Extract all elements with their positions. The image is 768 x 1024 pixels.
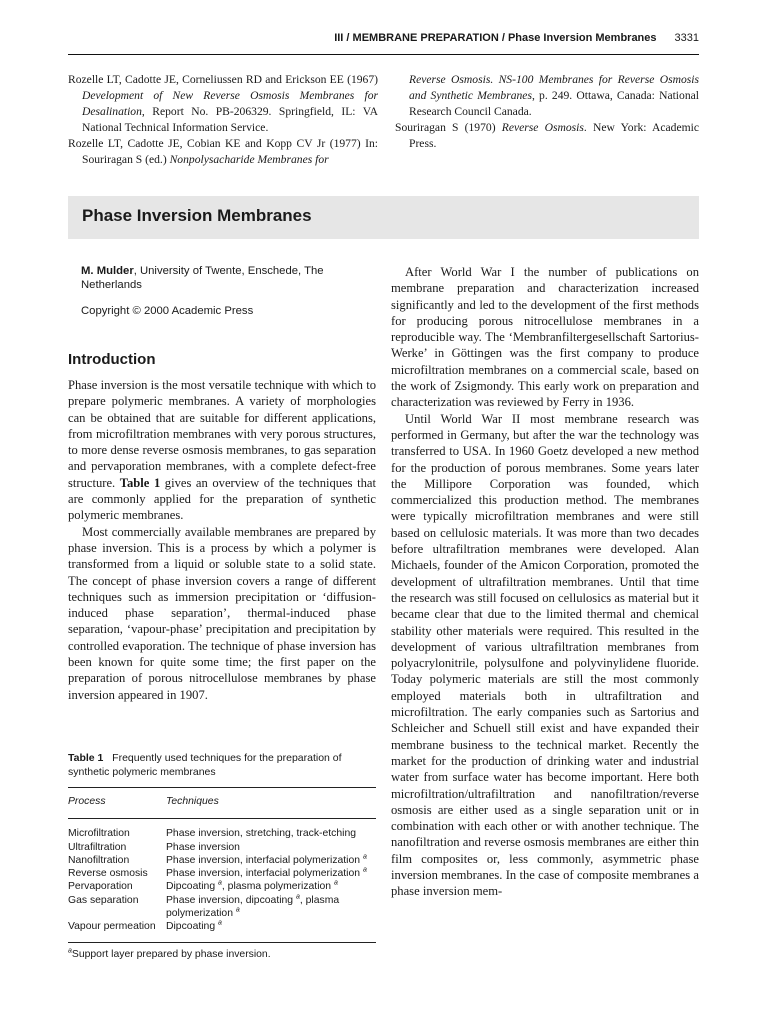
table-label: Table 1 xyxy=(68,752,104,764)
page-number: 3331 xyxy=(674,32,699,44)
table-row: Microfiltration Phase inversion, stretching, track-etching xyxy=(68,828,357,840)
references-left xyxy=(68,72,378,168)
table-header-process: Process xyxy=(68,796,106,807)
footnote-marker: a xyxy=(362,866,367,874)
running-head-section: III / MEMBRANE PREPARATION / Phase Inversion Membranes xyxy=(334,32,657,44)
section-heading-introduction: Introduction xyxy=(68,351,156,368)
author-affiliation: , University of Twente, Enschede, The Netherlands xyxy=(81,265,324,291)
copyright-line: Copyright © 2000 Academic Press xyxy=(81,305,254,317)
author-line xyxy=(81,264,381,292)
running-head xyxy=(68,32,699,55)
table-row: Reverse osmosis Phase inversion, interfacial polymerization $^a$ xyxy=(68,866,367,880)
table-row: Vapour permeation Dipcoating $^a$ xyxy=(68,919,222,933)
article-title: Phase Inversion Membranes xyxy=(82,206,312,225)
table-row: Pervaporation Dipcoating $^a$, plasma polymerization $^a$ xyxy=(68,880,338,893)
reference-item: Rozelle LT, Cadotte JE, Cobian KE and Kopp CV Jr (1977) In: Souriragan S (ed.) Nonpolysacharide Membranes for xyxy=(68,137,378,166)
table-row: Gas separation Phase inversion, dipcoating $^a$, plasma polymerization $^a$ xyxy=(68,893,340,920)
author-block xyxy=(81,264,381,318)
table-header-techniques: Techniques xyxy=(166,796,219,807)
author-name: M. Mulder xyxy=(81,265,134,277)
table-row: Ultrafiltration Phase inversion xyxy=(68,841,240,853)
footnote-marker: a xyxy=(362,853,367,861)
history-paragraph-1: After World War I the number of publications on membrane preparation and characterization increased significantly and led to the development of the first methods for producing porous nitrocellulose membranes in a reproducible way. The ‘Membranfiltergesellschaft Sartorius-Werke’ in Göttingen was the first company to produce microfiltration membranes on a commercial scale, based on the work of Zsigmondy. This early work on preparation and characterization was reviewed by Ferry in 1936. xyxy=(391,265,699,410)
footnote-marker: a xyxy=(333,880,338,888)
table-row: Nanofiltration Phase inversion, interfacial polymerization $^a$ xyxy=(68,853,367,866)
footnote-marker: a xyxy=(235,906,240,914)
footnote-marker: a xyxy=(218,919,222,927)
reference-item: Rozelle LT, Cadotte JE, Corneliussen RD and Erickson EE (1967) Development of New Reverse Osmosis Membranes for Desalination, Report No. PB-206329. Springfield, IL: VA National Technical Information Service. xyxy=(68,73,378,134)
article-title-band xyxy=(68,196,699,239)
intro-paragraph-2: Most commercially available membranes are prepared by phase inversion. This is a process by which a polymer is transformed from a liquid or soluble state to a solid state. The concept of phase inversion covers a range of different techniques such as immersion precipitation or ‘diffusion-induced phase separation’, thermal-induced phase separation, ‘vapour-phase’ precipitation and precipitation by controlled evaporation. The technique of phase inversion has been known for quite some time; the first paper on the preparation of porous nitrocellulose membranes by phase inversion appeared in 1907. xyxy=(68,524,376,702)
table-reference: Table 1 xyxy=(119,475,161,490)
left-column-body xyxy=(68,377,376,703)
footnote-marker: a xyxy=(218,880,222,888)
table-1 xyxy=(68,751,376,960)
table-caption: Table 1 Frequently used techniques for the preparation of synthetic polymeric membranes xyxy=(68,752,342,778)
right-column-body xyxy=(391,264,699,900)
reference-item: Souriragan S (1970) Reverse Osmosis. New York: Academic Press. xyxy=(395,121,699,150)
intro-paragraph-1: Phase inversion is the most versatile technique with which to prepare polymeric membranes. A variety of morphologies can be obtained that are suitable for different applications, from microfiltration membranes with very porous structures, to more dense reverse osmosis membranes, to gas separation and pervaporation membranes, with a complete defect-free structure. Table 1 gives an overview of the techniques that are commonly applied for the preparation of synthetic polymeric membranes. xyxy=(68,378,377,523)
references-right xyxy=(395,72,699,152)
footnote-marker: a xyxy=(295,893,300,901)
table-header-row xyxy=(68,788,376,819)
techniques-table xyxy=(68,788,376,943)
reference-continuation: Reverse Osmosis. NS-100 Membranes for Reverse Osmosis and Synthetic Membranes, p. 249. Ottawa, Canada: National Research Council Canada. xyxy=(409,73,699,118)
history-paragraph-2: Until World War II most membrane research was performed in Germany, but after the war the technology was transferred to USA. In 1960 Goetz developed a new method for the production of porous membranes. Some years later the Millipore Corporation was founded, which commercialized this production method. The membranes were typically microfiltration membranes and were still based on cellulosic materials. It was more than two decades before ultrafiltration membranes were developed. Alan Michaels, founder of the Amicon Corporation, promoted the development of ultrafiltration membranes. Until that time the research was still focused on cellulosics as material but it became clear that due to the limited thermal and chemical stability other materials were required. This resulted in the development of various ultrafiltration membranes from polyacrylonitrile, polysulfone and polyvinylidene fluoride. Today polymeric materials are still the most commonly employed materials both in ultrafiltration and microfiltration. The early companies such as Sartorius and Schleicher and Schuell still exist and have expanded their membrane business to the technical market. Recently the market for the production of drinking water and industrial water from surface water has become important. Here both microfiltration/ultrafiltration and nanofiltration/reverse osmosis are either used as a single separation unit or in combination with each other or with another technique. The nanofiltration and reverse osmosis membranes are either thin film composites or, less commonly, asymmetric phase inversion membranes. In the case of composite membranes a phase inversion mem- xyxy=(391,411,699,899)
table-footnote: $^a$Support layer prepared by phase inversion. xyxy=(68,947,271,960)
